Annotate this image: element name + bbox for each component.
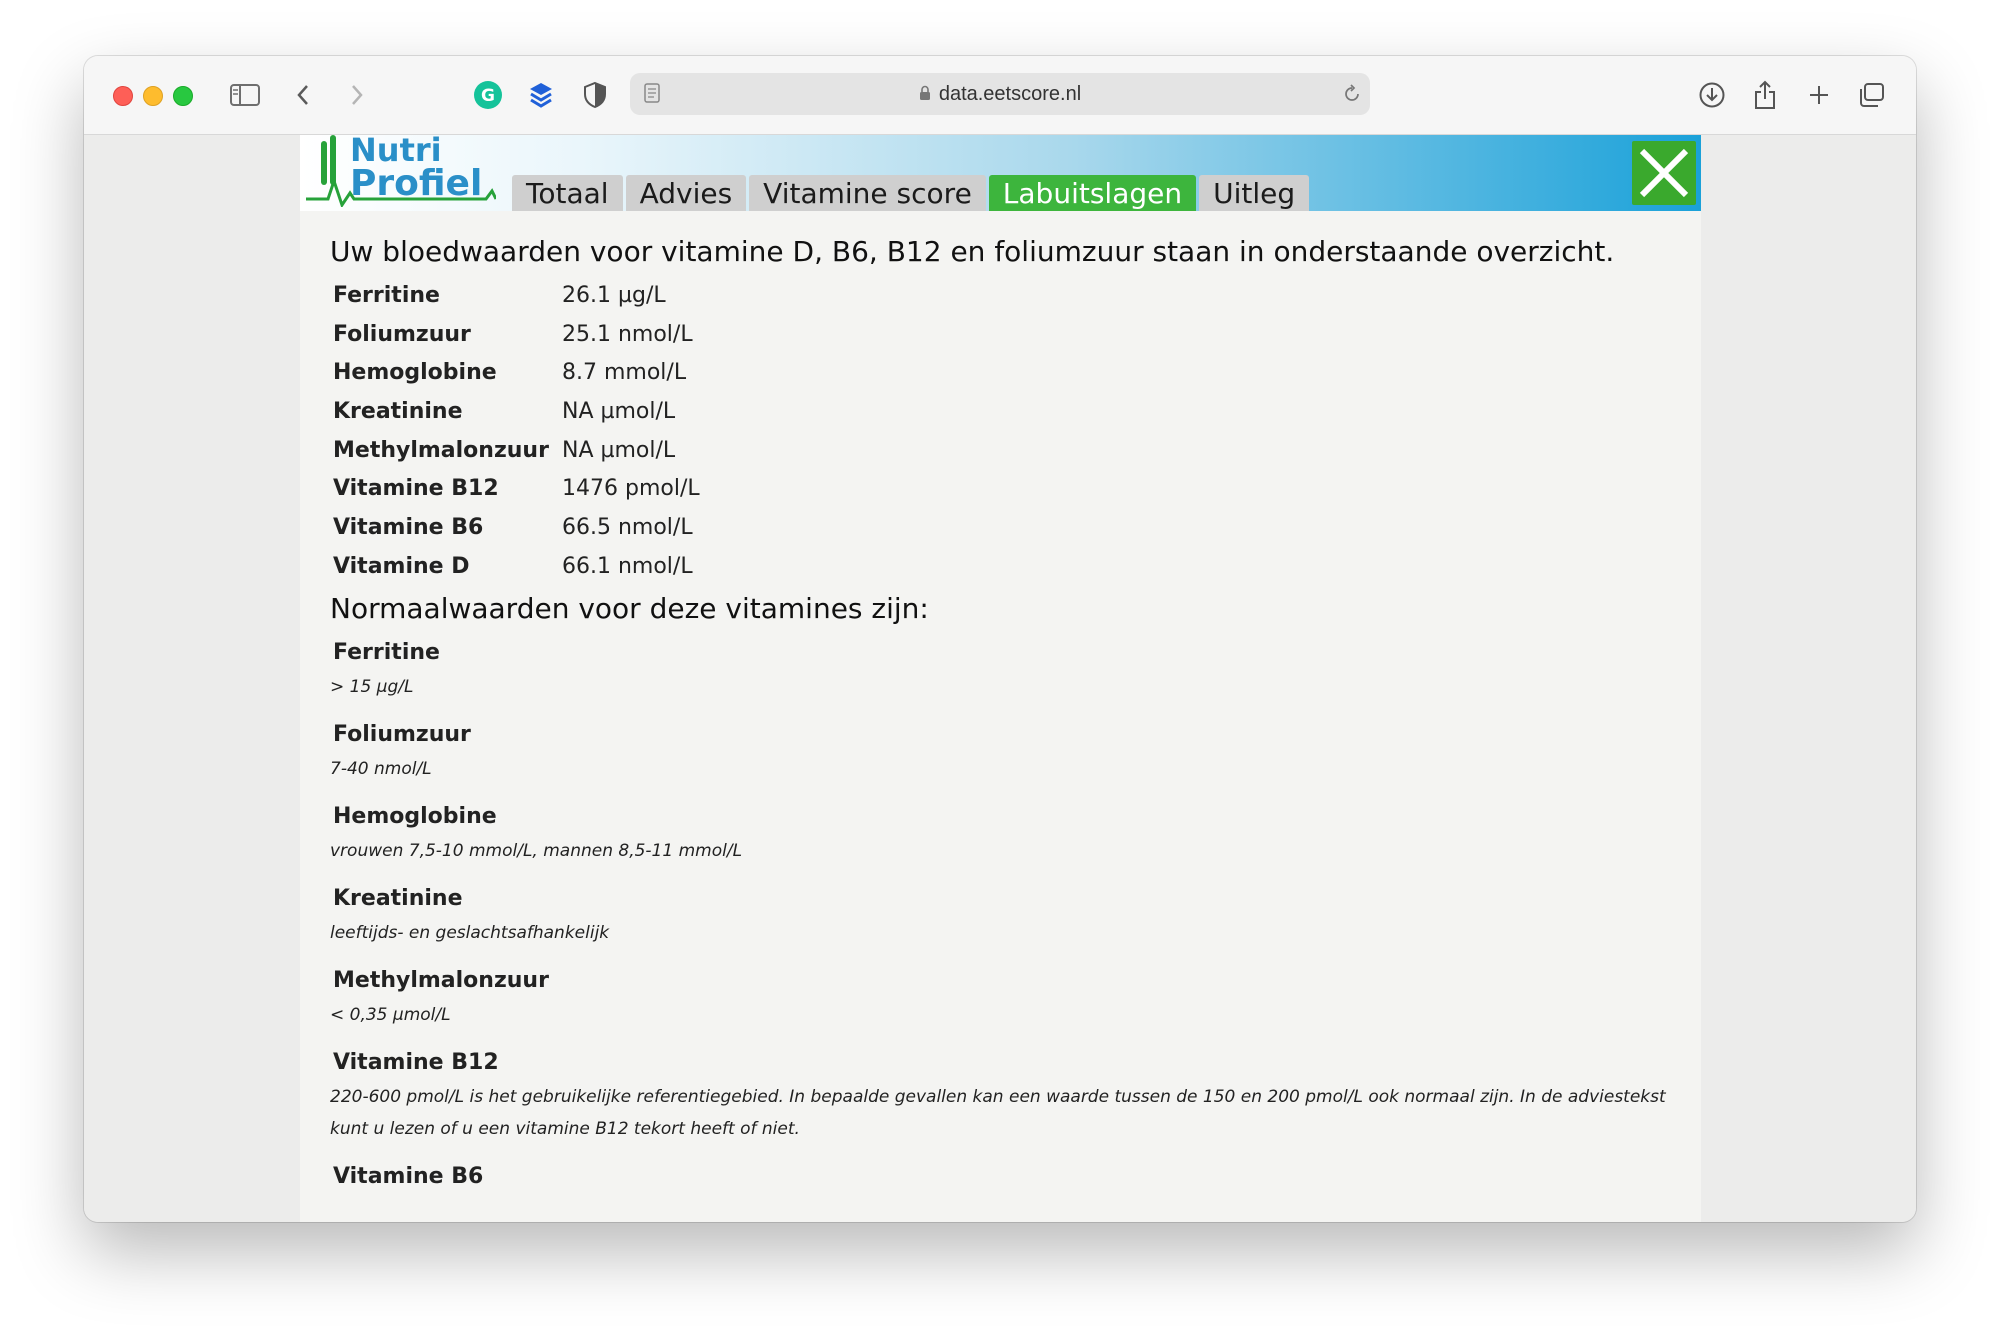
table-row — [330, 547, 700, 586]
zoom-window-button[interactable] — [173, 86, 193, 106]
logo-text-top: Nutri — [350, 135, 442, 169]
normal-values-heading: Normaalwaarden voor deze vitamines zijn: — [330, 591, 929, 625]
shield-icon[interactable] — [578, 78, 612, 112]
table-row — [330, 431, 700, 470]
table-row — [330, 469, 700, 508]
new-tab-icon[interactable] — [1802, 78, 1836, 112]
table-row — [330, 276, 700, 315]
row-value: 66.1 nmol/L — [562, 553, 693, 579]
back-icon[interactable] — [286, 78, 320, 112]
tabs-overview-icon[interactable] — [1855, 78, 1889, 112]
site-banner — [300, 135, 1701, 211]
forward-icon[interactable] — [340, 78, 374, 112]
close-button[interactable] — [1632, 141, 1696, 205]
row-value: 1476 pmol/L — [562, 476, 700, 502]
url-label: data.eetscore.nl — [938, 83, 1082, 105]
row-label: Methylmalonzuur — [333, 437, 549, 463]
nutriprofiel-logo[interactable] — [306, 135, 496, 207]
tab-labuitslagen[interactable]: Labuitslagen — [989, 175, 1196, 211]
tab-totaal[interactable]: Totaal — [512, 175, 623, 211]
table-row — [330, 315, 700, 354]
row-label: Kreatinine — [333, 398, 463, 424]
row-label: Vitamine B6 — [333, 514, 484, 540]
table-row — [330, 508, 700, 547]
normal-values-list — [330, 635, 1670, 1195]
row-label: Hemoglobine — [333, 360, 497, 386]
row-value: NA µmol/L — [562, 398, 676, 424]
logo-text-bottom: Profiel — [350, 163, 483, 204]
tab-vitamine-score[interactable]: Vitamine score — [749, 175, 986, 211]
table-row — [330, 353, 700, 392]
sidebar-icon[interactable] — [228, 78, 262, 112]
share-icon[interactable] — [1748, 78, 1782, 112]
ref-name: Methylmalonzuur — [333, 967, 549, 993]
intro-text: Uw bloedwaarden voor vitamine D, B6, B12 en foliumzuur staan in onderstaande overzicht. — [330, 235, 1615, 268]
tab-uitleg[interactable]: Uitleg — [1199, 175, 1309, 211]
row-value: 66.5 nmol/L — [562, 514, 693, 540]
ref-range: vrouwen 7,5-10 mmol/L, mannen 8,5-11 mmol/L — [330, 840, 743, 861]
ref-range: leeftijds- en geslachtsafhankelijk — [330, 922, 610, 943]
nav-tabs — [512, 175, 1309, 211]
row-label: Ferritine — [333, 282, 440, 308]
url-text[interactable] — [630, 73, 1370, 115]
ref-name: Ferritine — [333, 639, 440, 665]
address-bar[interactable] — [630, 73, 1370, 115]
ref-range: 7-40 nmol/L — [330, 758, 432, 779]
page-container — [300, 135, 1701, 1222]
svg-text:G: G — [481, 86, 495, 106]
buffer-icon[interactable] — [524, 78, 558, 112]
ref-range: > 15 µg/L — [330, 676, 414, 697]
ref-name: Kreatinine — [333, 885, 463, 911]
ref-name: Hemoglobine — [333, 803, 497, 829]
ref-range: 220-600 pmol/L is het gebruikelijke referentiegebied. In bepaalde gevallen kan een waarde tussen de 150 en 200 pmol/L ook normaal zijn. In de adviestekst kunt u lezen of u een vitamine B12 tekort heeft of niet. — [330, 1086, 1666, 1139]
download-icon[interactable] — [1695, 78, 1729, 112]
ref-name: Vitamine B12 — [333, 1049, 499, 1075]
close-icon — [1632, 141, 1696, 205]
lock-icon — [919, 74, 931, 116]
grammarly-icon[interactable] — [471, 78, 505, 112]
table-row — [330, 392, 700, 431]
row-value: 26.1 µg/L — [562, 282, 666, 308]
row-value: 25.1 nmol/L — [562, 321, 693, 347]
minimize-window-button[interactable] — [143, 86, 163, 106]
web-viewport — [84, 135, 1916, 1222]
close-window-button[interactable] — [113, 86, 133, 106]
blood-values-table — [330, 276, 700, 586]
row-label: Foliumzuur — [333, 321, 471, 347]
tab-advies[interactable]: Advies — [626, 175, 747, 211]
ref-range: < 0,35 µmol/L — [330, 1004, 451, 1025]
lab-results-content — [330, 235, 1670, 1209]
reload-icon[interactable] — [1342, 84, 1362, 108]
row-label: Vitamine B12 — [333, 476, 499, 502]
browser-window — [84, 56, 1916, 1222]
row-value: 8.7 mmol/L — [562, 360, 687, 386]
row-value: NA µmol/L — [562, 437, 676, 463]
ref-name: Vitamine B6 — [333, 1163, 484, 1189]
row-label: Vitamine D — [333, 553, 470, 579]
ref-name: Foliumzuur — [333, 721, 471, 747]
browser-toolbar — [84, 56, 1916, 135]
